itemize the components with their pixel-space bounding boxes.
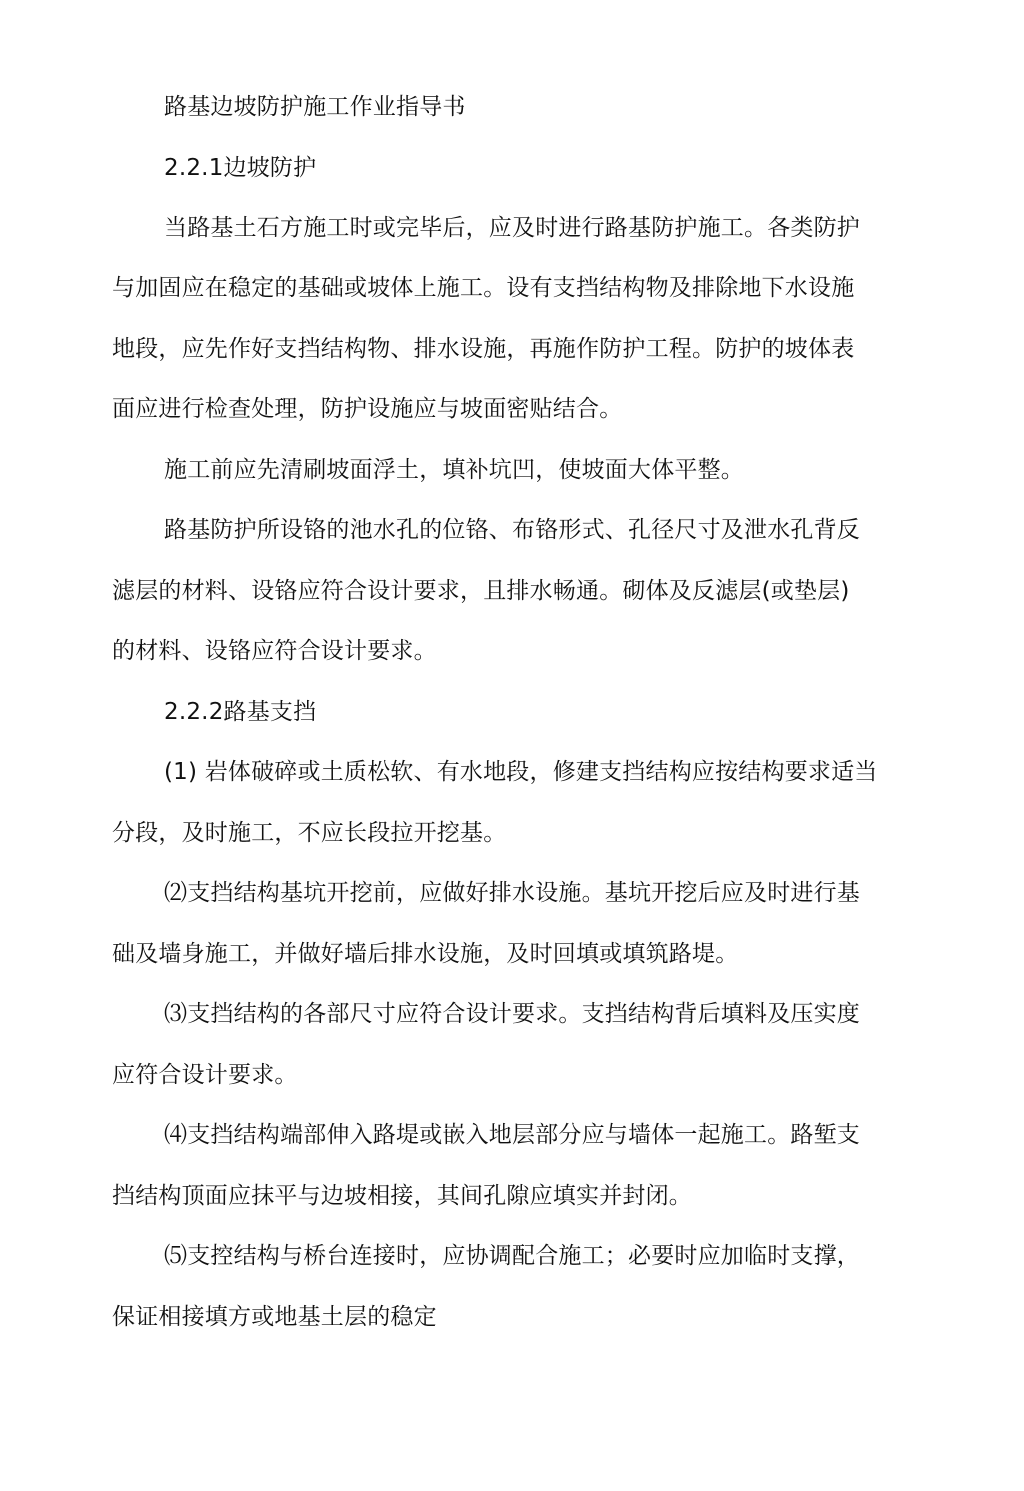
- paragraph-line: ⑶支挡结构的各部尺寸应符合设计要求。支挡结构背后填料及压实度: [164, 1001, 860, 1027]
- paragraph-line: 应符合设计要求。: [112, 1062, 298, 1088]
- document-title: 路基边坡防护施工作业指导书: [164, 94, 466, 120]
- paragraph-line: 地段，应先作好支挡结构物、排水设施，再施作防护工程。防护的坡体表: [112, 336, 855, 362]
- paragraph-line: ⑷支挡结构端部伸入路堤或嵌入地层部分应与墙体一起施工。路堑支: [164, 1122, 860, 1148]
- paragraph-line: 的材料、设铬应符合设计要求。: [112, 638, 437, 664]
- section-heading-2-2-2: 2.2.2路基支挡: [164, 699, 317, 725]
- paragraph-line: (1) 岩体破碎或土质松软、有水地段，修建支挡结构应按结构要求适当: [164, 759, 878, 785]
- paragraph-line: 施工前应先清刷坡面浮土，填补坑凹，使坡面大体平整。: [164, 457, 744, 483]
- paragraph-line: 面应进行检查处理，防护设施应与坡面密贴结合。: [112, 396, 623, 422]
- paragraph-line: 础及墙身施工，并做好墙后排水设施，及时回填或填筑路堤。: [112, 941, 739, 967]
- paragraph-line: 保证相接填方或地基土层的稳定: [112, 1304, 437, 1330]
- paragraph-line: ⑵支挡结构基坑开挖前，应做好排水设施。基坑开挖后应及时进行基: [164, 880, 860, 906]
- paragraph-line: 挡结构顶面应抹平与边坡相接，其间孔隙应填实并封闭。: [112, 1183, 692, 1209]
- paragraph-line: 当路基土石方施工时或完毕后，应及时进行路基防护施工。各类防护: [164, 215, 860, 241]
- paragraph-line: 与加固应在稳定的基础或坡体上施工。设有支挡结构物及排除地下水设施: [112, 275, 855, 301]
- paragraph-line: 滤层的材料、设铬应符合设计要求，且排水畅通。砌体及反滤层(或垫层): [112, 578, 850, 604]
- section-heading-2-2-1: 2.2.1边坡防护: [164, 155, 317, 181]
- paragraph-line: 分段，及时施工，不应长段拉开挖基。: [112, 820, 507, 846]
- paragraph-line: 路基防护所设铬的池水孔的位铬、布铬形式、孔径尺寸及泄水孔背反: [164, 517, 860, 543]
- paragraph-line: ⑸支控结构与桥台连接时，应协调配合施工；必要时应加临时支撑，: [164, 1243, 860, 1269]
